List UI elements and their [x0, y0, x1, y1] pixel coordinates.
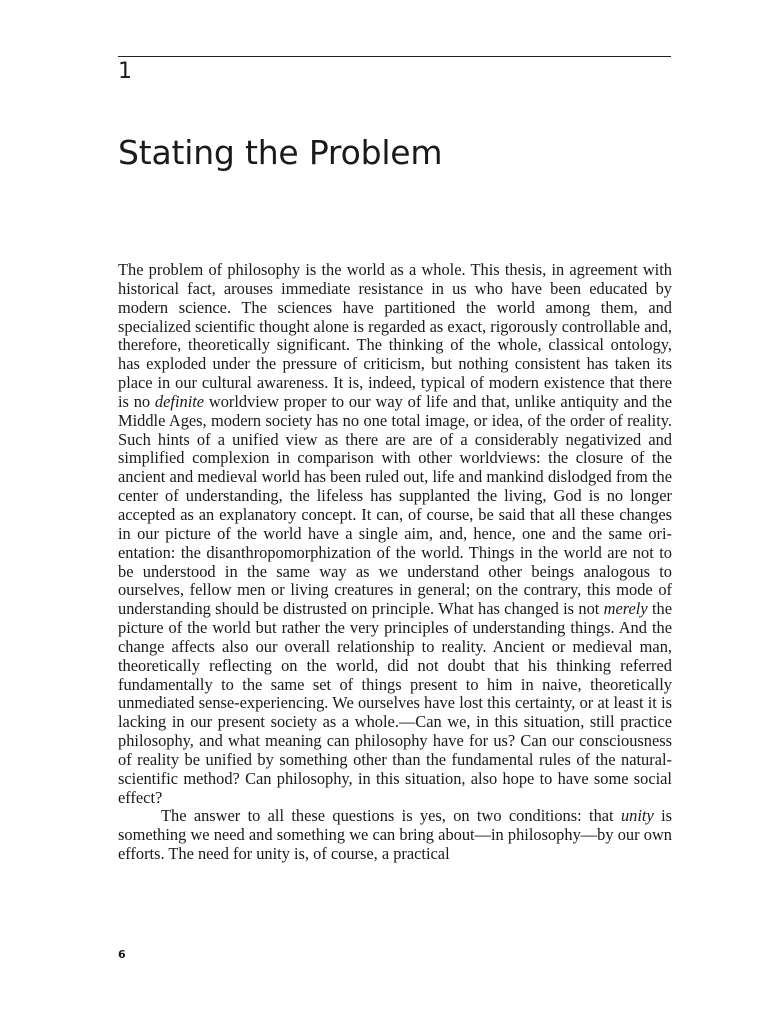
page-number: 6	[118, 948, 126, 961]
paragraph: The problem of philosophy is the world as a whole. This thesis, in agreement with historical fact, arouses immediate resistance in us who have been educated by modern science. The sciences have partitioned the world among them, and specialized scientific thought alone is regarded as exact, rigorously controllable and, therefore, theoretically significant. The thinking of the whole, classical ontology, has exploded under the pressure of criticism, but nothing consistent has taken its place in our cultural awareness. It is, indeed, typical of modern existence that there is no definite worldview proper to our way of life and that, unlike antiquity and the Middle Ages, modern society has no one total image, or idea, of the order of reality. Such hints of a unified view as there are are of a considerably negativized and simplified complexion in comparison with other worldviews: the closure of the ancient and medieval world has been ruled out, life and mankind dislodged from the center of understanding, the lifeless has supplanted the living, God is no longer accepted as an explanatory concept. It can, of course, be said that all these changes in our picture of the world have a single aim, and, hence, one and the same orientation: the disanthropomorphization of the world. Things in the world are not to be understood in the same way as we understand other beings analogous to ourselves, fellow men or living creatures in general; on the contrary, this mode of understanding should be distrusted on principle. What has changed is not merely the picture of the world but rather the very principles of understanding things. And the change affects also our overall relationship to reality. Ancient or medieval man, theoretically reflecting on the world, did not doubt that his thinking referred fundamentally to the same set of things present to him in naive, theoretically unmediated sense-experiencing. We ourselves have lost this certainty, or at least it is lacking in our present society as a whole.—Can we, in this situation, still practice philosophy, and what meaning can philosophy have for us? Can our consciousness of reality be unified by something other than the fundamental rules of the natural-scientific method? Can philosophy, in this situation, also hope to have some social effect?	[118, 260, 672, 807]
chapter-rule	[118, 56, 671, 57]
body-text	[118, 261, 672, 864]
chapter-number: 1	[118, 59, 132, 84]
paragraph: The answer to all these questions is yes, on two conditions: that unity is something we need and something we can bring about—in philosophy—by our own efforts. The need for unity is, of course, a practical	[118, 806, 673, 864]
chapter-title: Stating the Problem	[118, 133, 443, 172]
